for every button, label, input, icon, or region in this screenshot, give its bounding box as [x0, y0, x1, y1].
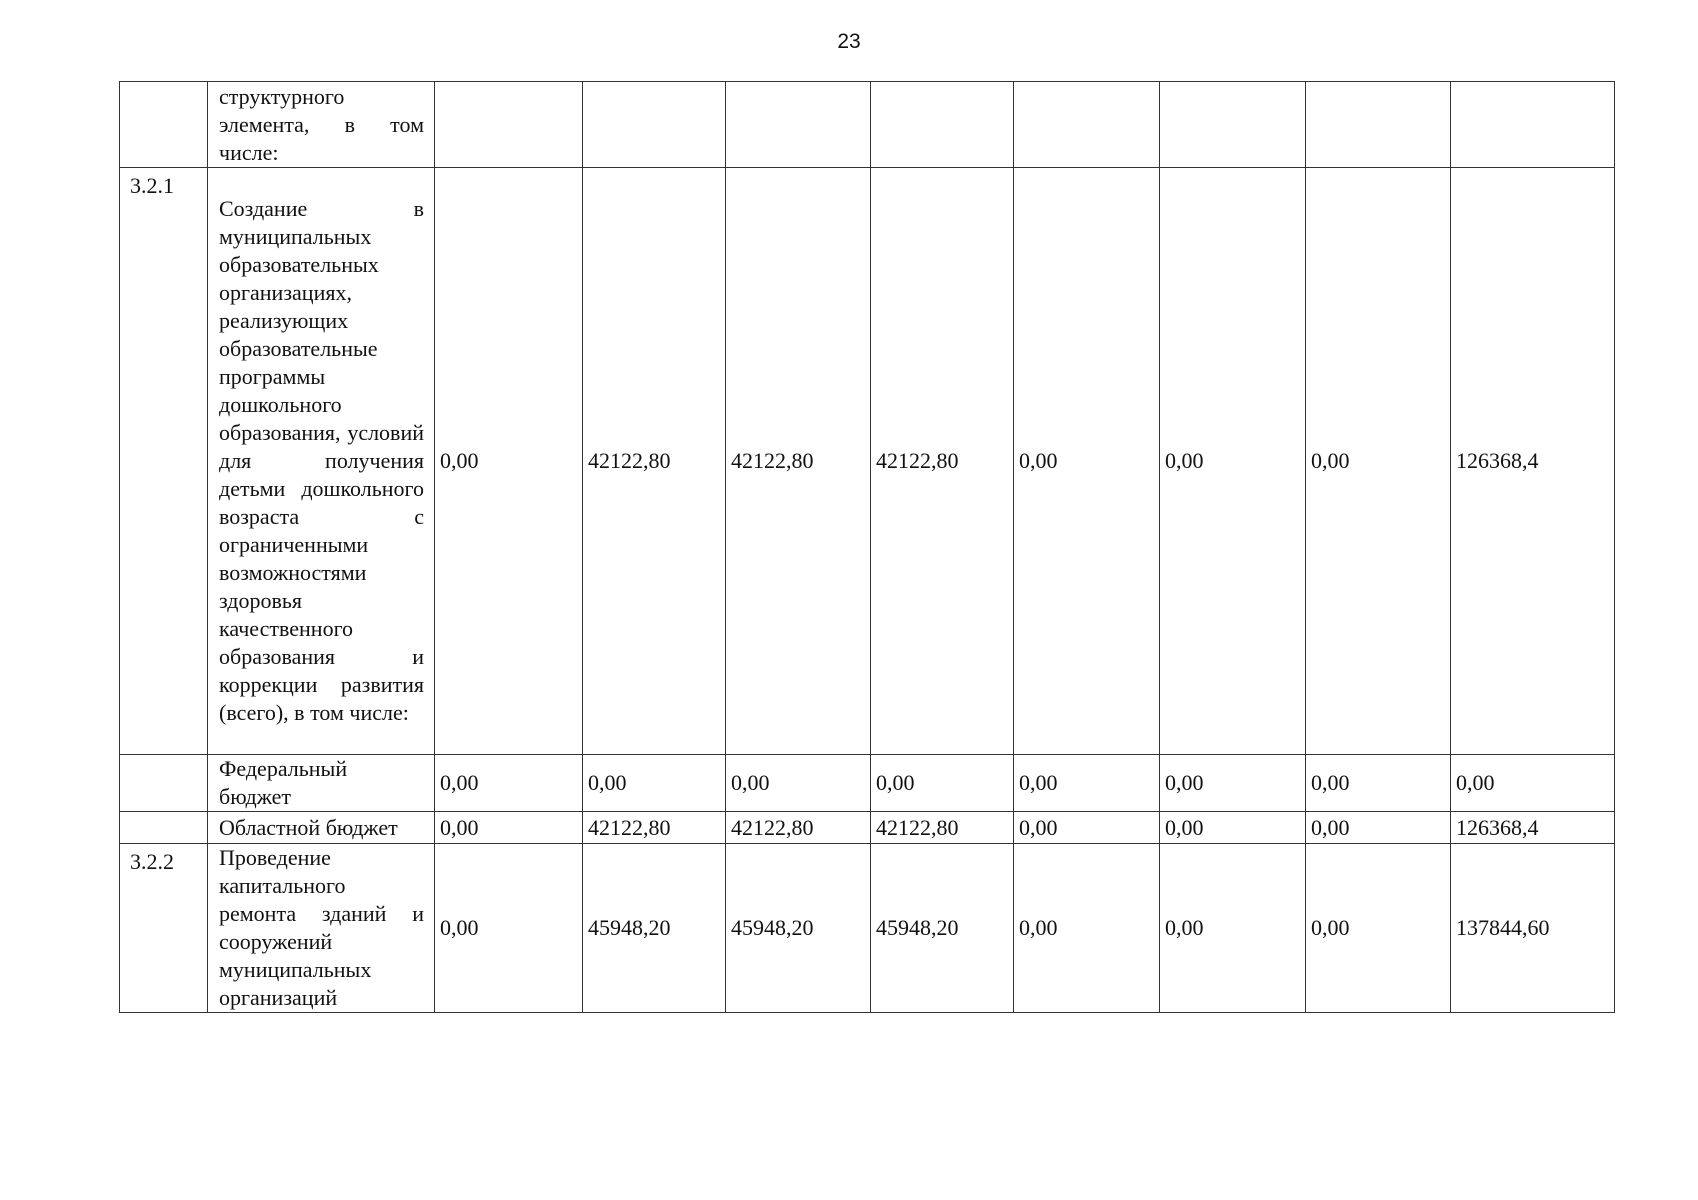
- row-description: структурного элемента, в том числе:: [208, 82, 435, 168]
- value-cell: 0,00: [1451, 755, 1615, 812]
- value-cell: 0,00: [1306, 168, 1451, 755]
- table-row: [120, 82, 1615, 168]
- value-cell: 126368,4: [1451, 168, 1615, 755]
- value-cell: 0,00: [1306, 755, 1451, 812]
- row-number-cell: 3.2.1: [120, 168, 208, 755]
- value-cell: [1014, 82, 1160, 168]
- value-cell: 0,00: [435, 812, 583, 844]
- value-cell: 0,00: [1306, 844, 1451, 1013]
- value-cell: 42122,80: [871, 812, 1014, 844]
- value-cell: 0,00: [583, 755, 726, 812]
- value-cell: [1160, 82, 1306, 168]
- table-row: [120, 812, 1615, 844]
- value-cell: [871, 82, 1014, 168]
- value-cell: 42122,80: [871, 168, 1014, 755]
- value-cell: 0,00: [1014, 755, 1160, 812]
- value-cell: 0,00: [1160, 812, 1306, 844]
- value-cell: [1451, 82, 1615, 168]
- value-cell: 42122,80: [583, 812, 726, 844]
- budget-table: [119, 81, 1615, 1013]
- value-cell: 137844,60: [1451, 844, 1615, 1013]
- value-cell: 0,00: [1306, 812, 1451, 844]
- value-cell: 126368,4: [1451, 812, 1615, 844]
- value-cell: 0,00: [1160, 755, 1306, 812]
- value-cell: 0,00: [435, 844, 583, 1013]
- value-cell: 0,00: [1160, 168, 1306, 755]
- row-description: Проведение капитального ремонта зданий и сооружений муниципальных организаций: [208, 844, 435, 1013]
- value-cell: 42122,80: [726, 168, 871, 755]
- table-row: [120, 755, 1615, 812]
- value-cell: [1306, 82, 1451, 168]
- value-cell: 0,00: [1160, 844, 1306, 1013]
- value-cell: 0,00: [435, 755, 583, 812]
- value-cell: [435, 82, 583, 168]
- value-cell: 45948,20: [583, 844, 726, 1013]
- row-description: Федеральный бюджет: [208, 755, 435, 812]
- value-cell: 42122,80: [583, 168, 726, 755]
- row-number-cell: [120, 812, 208, 844]
- value-cell: [583, 82, 726, 168]
- value-cell: [726, 82, 871, 168]
- row-number-cell: 3.2.2: [120, 844, 208, 1013]
- value-cell: 0,00: [871, 755, 1014, 812]
- page-number: 23: [837, 30, 861, 53]
- table-row: [120, 844, 1615, 1013]
- row-number-cell: [120, 82, 208, 168]
- row-description: Создание в муниципальных образовательных организациях, реализующих образовательные программы дошкольного образования, условий для получения детьми дошкольного возраста с ограниченными возможностями здоровья качественного образования и коррекции развития (всего), в том числе:: [208, 168, 435, 755]
- value-cell: 45948,20: [726, 844, 871, 1013]
- value-cell: 42122,80: [726, 812, 871, 844]
- value-cell: 0,00: [726, 755, 871, 812]
- value-cell: 0,00: [1014, 168, 1160, 755]
- value-cell: 0,00: [1014, 844, 1160, 1013]
- value-cell: 45948,20: [871, 844, 1014, 1013]
- value-cell: 0,00: [1014, 812, 1160, 844]
- row-number-cell: [120, 755, 208, 812]
- table-row: [120, 168, 1615, 755]
- value-cell: 0,00: [435, 168, 583, 755]
- row-description: Областной бюджет: [208, 812, 435, 844]
